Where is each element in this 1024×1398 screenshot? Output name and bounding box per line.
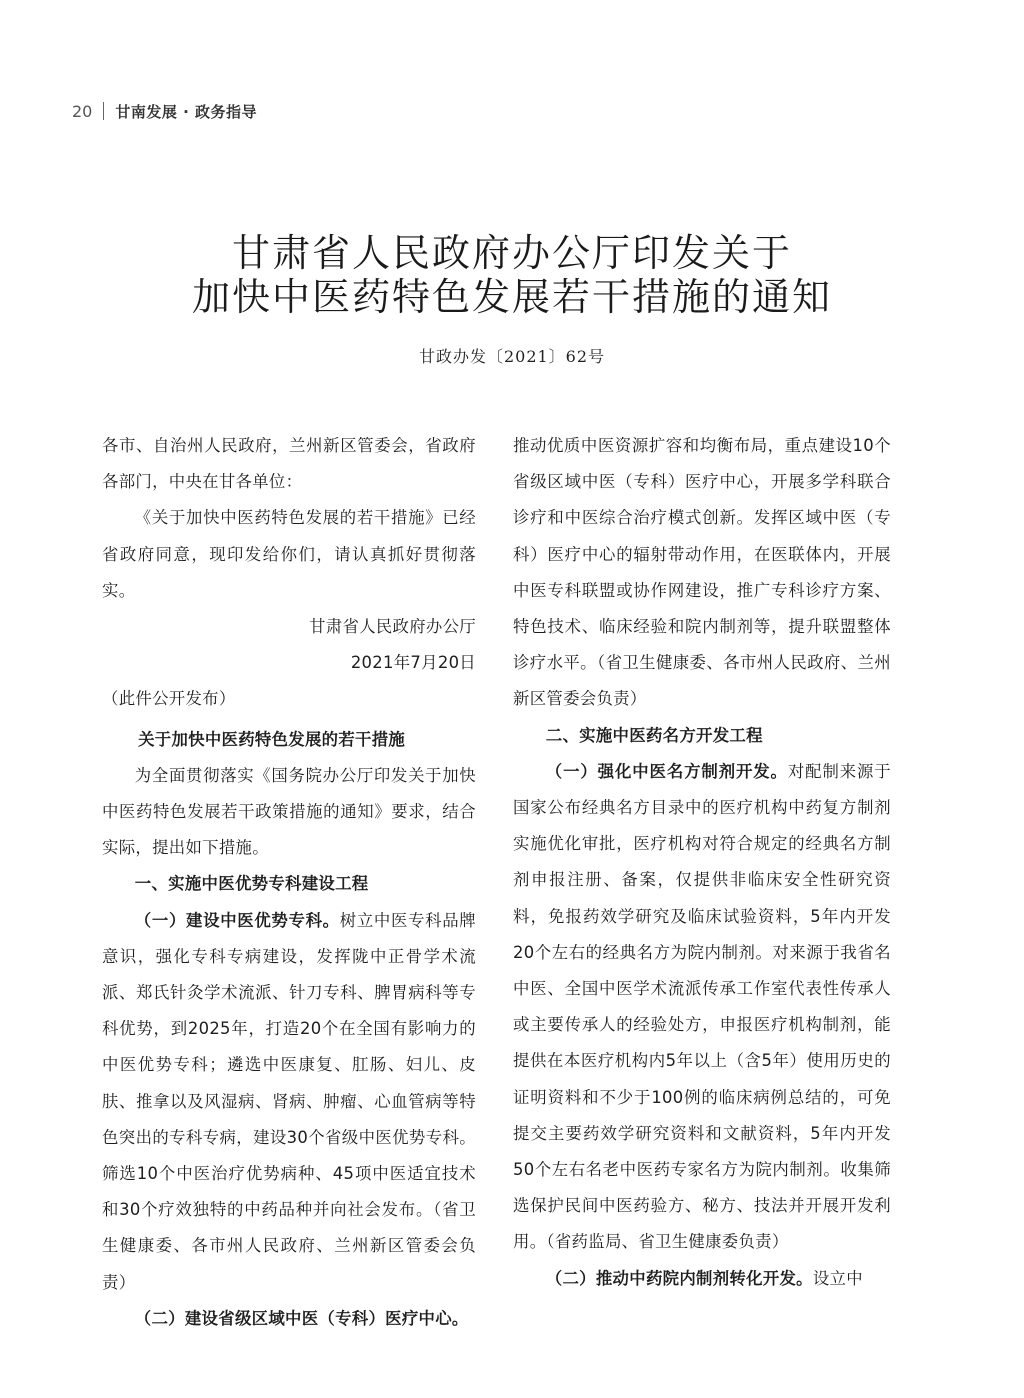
paragraph-1-2-cont: 推动优质中医资源扩容和均衡布局，重点建设10个省级区域中医（专科）医疗中心，开展多学科联合诊疗和中医综合治疗模式创新。发挥区域中医（专科）医疗中心的辐射带动作用，在医联体内，开展中医专科联盟或协作网建设，推广专科诊疗方案、特色技术、临床经验和院内制剂等，提升联盟整体诊疗水平。（省卫生健康委、各市州人民政府、兰州新区管委会负责） xyxy=(513,436,891,709)
section-heading-2: 二、实施中医药名方开发工程 xyxy=(545,725,763,745)
header-divider xyxy=(103,102,104,120)
right-column xyxy=(513,428,891,1297)
title-line-2: 加快中医药特色发展若干措施的通知 xyxy=(191,275,832,319)
measures-title: 关于加快中医药特色发展的若干措施 xyxy=(138,729,406,749)
paragraph-2-1 xyxy=(513,754,891,1261)
item-lead: （二）建设省级区域中医（专科）医疗中心。 xyxy=(134,1308,469,1328)
paragraph-2-2 xyxy=(513,1261,891,1297)
page-header xyxy=(72,98,257,124)
measures-intro: 为全面贯彻落实《国务院办公厅印发关于加快中医药特色发展若干政策措施的通知》要求，结合实际，提出如下措施。 xyxy=(102,765,476,858)
issuer: 甘肃省人民政府办公厅 xyxy=(309,617,476,637)
notice-body: 《关于加快中医药特色发展的若干措施》已经省政府同意，现印发给你们，请认真抓好贯彻落实。 xyxy=(102,508,476,600)
title-line-1: 甘肃省人民政府办公厅印发关于 xyxy=(231,231,792,275)
publication-name: 甘南发展 · 政务指导 xyxy=(115,102,258,121)
document-number: 甘政办发〔2021〕62号 xyxy=(418,347,606,366)
section-heading-1: 一、实施中医优势专科建设工程 xyxy=(134,874,369,894)
item-lead: （一）强化中医名方制剂开发。 xyxy=(545,761,788,781)
item-lead: （二）推动中药院内制剂转化开发。 xyxy=(545,1268,813,1288)
item-text: 设立中 xyxy=(812,1268,863,1288)
item-text: 树立中医专科品牌意识，强化专科专病建设，发挥陇中正骨学术流派、郑氏针灸学术流派、针刀专科、脾胃病科等专科优势，到2025年，打造20个在全国有影响力的中医优势专科；遴选中医康复、肛肠、妇儿、皮肤、推拿以及风湿病、肾病、肿瘤、心血管病等特色突出的专科专病，建设30个省级中医优势专科。筛选10个中医治疗优势病种、45项中医适宜技术和30个疗效独特的中药品种并向社会发布。（省卫生健康委、各市州人民政府、兰州新区管委会负责） xyxy=(102,910,476,1292)
page-number: 20 xyxy=(72,101,93,121)
paragraph-1-2 xyxy=(102,1301,476,1337)
item-lead: （一）建设中医优势专科。 xyxy=(134,910,340,930)
publication-note: （此件公开发布） xyxy=(102,689,236,709)
left-column xyxy=(102,428,476,1337)
issue-date: 2021年7月20日 xyxy=(350,653,476,673)
item-text: 对配制来源于国家公布经典名方目录中的医疗机构中药复方制剂实施优化审批，医疗机构对符合规定的经典名方制剂申报注册、备案，仅提供非临床安全性研究资料，免报药效学研究及临床试验资料，5年内开发20个左右的经典名方为院内制剂。对来源于我省名中医、全国中医学术流派传承工作室代表性传承人或主要传承人的经验处方，申报医疗机构制剂，能提供在本医疗机构内5年以上（含5年）使用历史的证明资料和不少于100例的临床病例总结的，可免提交主要药效学研究资料和文献资料，5年内开发50个左右名老中医药专家名方为院内制剂。收集筛选保护民间中医药验方、秘方、技法并开展开发利用。（省药监局、省卫生健康委负责） xyxy=(513,761,891,1252)
paragraph-1-1 xyxy=(102,903,476,1301)
addressee: 各市、自治州人民政府，兰州新区管委会，省政府各部门，中央在甘各单位： xyxy=(102,436,476,492)
